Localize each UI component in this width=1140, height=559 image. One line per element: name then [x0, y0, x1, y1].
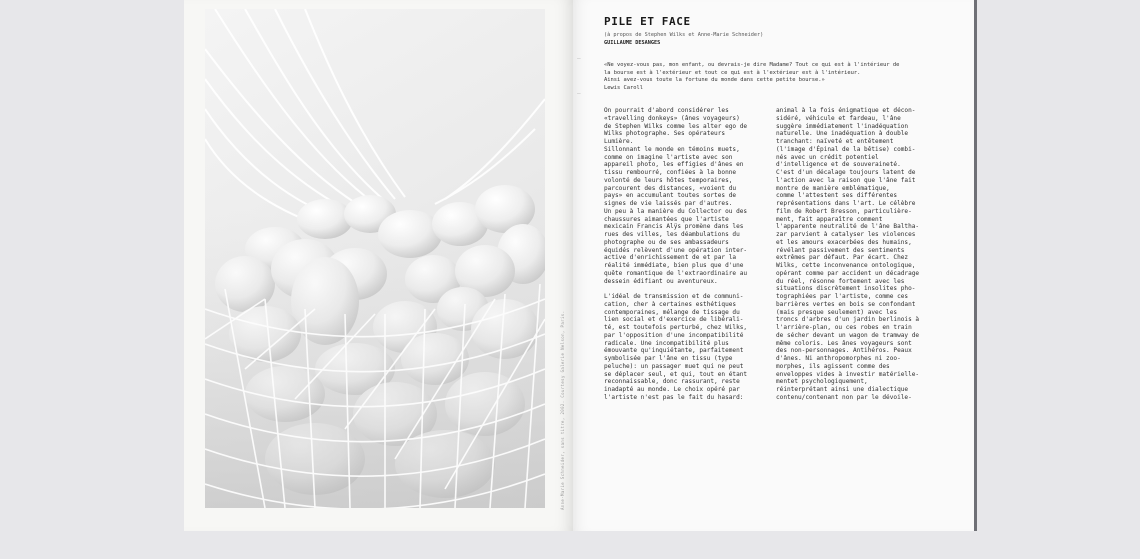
body-line: d'intelligence et de souveraineté. [776, 161, 901, 169]
article-title: PILE ET FACE [604, 15, 691, 28]
body-line: té, est toutefois perturbé, chez Wilks, [604, 324, 748, 331]
body-line: signes de vie laissés par d'autres. [604, 200, 733, 207]
body-line: animal à la fois énigmatique et décon- [776, 107, 916, 114]
body-line: mentet psychologiquement, [776, 378, 868, 386]
body-line: Wilks, cette inconvenance ontologique, [776, 262, 916, 269]
body-line: tranchant: naïveté et entêtement [776, 138, 894, 145]
body-line: quête romantique de l'extraordinaire au [604, 269, 748, 277]
body-line: volonté de leurs hôtes temporaires, [604, 176, 733, 184]
body-line: l'apparente neutralité de l'âne Baltha- [776, 223, 920, 231]
epigraph-line: la bourse est à l'extérieur et tout ce qui est à l'extérieur est à l'intérieur. [604, 69, 861, 76]
photo-illustration [205, 9, 545, 508]
body-line: reconnaissable, donc rassurant, reste [604, 378, 740, 386]
body-line: d'ânes. Ni anthropomorphes ni zoo- [776, 355, 901, 362]
article-author: GUILLAUME DESANGES [604, 40, 661, 46]
body-line: nés avec un crédit potentiel [776, 153, 879, 161]
text-column-1 [604, 107, 762, 402]
epigraph-line: Ainsi avez-vous toute la fortune du monde dans cette petite bourse.» [604, 77, 825, 83]
body-line: chaussures aimantées que l'artiste [604, 215, 729, 223]
article-subtitle: (à propos de Stephen Wilks et Anne-Marie Schneider) [604, 32, 764, 38]
epigraph [604, 62, 944, 92]
spine-mark-bottom: — [577, 90, 581, 97]
book-edge [974, 0, 977, 531]
body-line: contemporaines, mélange de tissage du [604, 308, 740, 316]
body-line: (l'image d'Épinal de la bêtise) combi- [776, 145, 916, 153]
body-line: équidés relèvent d'une opération inter- [604, 246, 748, 254]
epigraph-line: «Ne voyez-vous pas, mon enfant, ou devrais-je dire Madame? Tout ce qui est à l'intérieur de [604, 62, 900, 68]
body-line: photographe ou de ses ambassadeurs [604, 238, 729, 246]
body-line: troncs d'arbres d'un jardin berlinois à [776, 316, 920, 324]
body-line: l'arrière-plan, ou ces robes en train [776, 324, 912, 331]
body-line: représentations dans l'art. Le célèbre [776, 200, 916, 207]
body-line: de sécher devant un wagon de tramway de [776, 331, 920, 339]
body-line: enveloppes vides à investir matérielle- [776, 370, 920, 378]
body-line: comme on imagine l'artiste avec son [604, 153, 733, 161]
body-line: «travelling donkeys» (ânes voyageurs) [604, 114, 740, 122]
body-line: extrêmes par défaut. Par écart. Chez [776, 254, 909, 262]
body-line: sidéré, véhicule et fardeau, l'âne [776, 114, 901, 122]
body-line: montre de manière emblématique, [776, 184, 890, 192]
body-line: des non-personnages. Antihéros. Peaux [776, 347, 912, 355]
body-line: l'action avec la raison que l'âne fait [776, 176, 916, 184]
hammock-eggs-photo [205, 9, 545, 508]
spine-mark-top: — [577, 55, 581, 62]
body-line: l'artiste n'est pas le fait du hasard: [604, 393, 744, 401]
body-line: active d'enrichissement de et par la [604, 254, 737, 262]
left-page [184, 0, 573, 531]
epigraph-author: Lewis Caroll [604, 84, 643, 91]
body-line: cation, cher à certaines esthétiques [604, 300, 737, 308]
body-line: Un peu à la manière du Collector ou des [604, 207, 748, 215]
body-line: par l'opposition d'une incompatibilité [604, 331, 744, 339]
text-column-2 [776, 107, 942, 402]
body-line: même coloris. Les ânes voyageurs sont [776, 339, 912, 347]
body-line: Wilks photographe. Ses opérateurs [604, 130, 726, 138]
body-line: se déplacer seul, et qui, tout en étant [604, 370, 748, 378]
body-line: du réel, résonne fortement avec les [776, 277, 905, 285]
body-line: peluche): un passager muet qui ne peut [604, 362, 744, 370]
body-line: film de Robert Bresson, particulière- [776, 207, 912, 215]
body-line: C'est d'un décalage toujours latent de [776, 169, 916, 176]
body-line: appareil photo, les effigies d'ânes en [604, 161, 744, 169]
body-line: L'idéal de transmission et de communi- [604, 293, 744, 300]
body-line: ment, fait apparaître comment [776, 215, 883, 223]
body-line: barrières vertes en bois se confondant [776, 300, 916, 308]
body-line: Sillonnant le monde en témoins muets, [604, 145, 740, 153]
body-line: symbolisée par l'âne en tissu (type [604, 355, 733, 362]
body-line: de Stephen Wilks comme les alter ego de [604, 122, 748, 130]
body-line: On pourrait d'abord considérer les [604, 107, 729, 114]
body-line: comme l'attestent ses différentes [776, 192, 898, 200]
body-line: zar parvient à catalyser les violences [776, 231, 916, 238]
body-line: inadapté au monde. Le choix opéré par [604, 386, 740, 393]
body-line: réalité immédiate, bien plus que d'une [604, 262, 744, 269]
body-line: radicale. Une incompatibilité plus [604, 339, 729, 347]
body-line: rues des villes, les déambulations du [604, 231, 740, 238]
body-line: opérant comme par accident un décadrage [776, 269, 920, 277]
body-line: contenu/contenant non par le dévoile- [776, 393, 912, 401]
body-line: morphes, ils agissent comme des [776, 362, 890, 370]
body-line: Lumière. [604, 138, 634, 145]
body-line: (mais presque seulement) avec les [776, 308, 898, 316]
body-line: parcourent des distances, «voient du [604, 184, 737, 192]
body-line: naturelle. Une inadéquation à double [776, 130, 909, 138]
body-line: mexicain Francis Alÿs promène dans les [604, 223, 744, 231]
body-line: émouvante qu'inquiétante, parfaitement [604, 347, 744, 355]
body-line: tographiées par l'artiste, comme ces [776, 293, 909, 300]
photo-caption: Anne-Marie Schneider, sans titre, 2002. Courtesy Galerie Nelson, Paris. [560, 310, 565, 510]
body-line: réinterprétant ainsi une dialectique [776, 386, 909, 393]
body-line: lien social et d'exercice de libérali- [604, 316, 744, 324]
body-line: révélant passivement des sentiments [776, 246, 905, 254]
body-line: situations discrètement insolites pho- [776, 285, 916, 293]
body-line: tissu rembourré, confiées à la bonne [604, 169, 737, 176]
body-line: suggère immédiatement l'inadéquation [776, 122, 909, 130]
body-line: pays» en accumulant toutes sortes de [604, 192, 737, 200]
body-line: et les amours exacerbées des humains, [776, 238, 912, 246]
body-line: dessein édifiant ou aventureux. [604, 277, 718, 285]
